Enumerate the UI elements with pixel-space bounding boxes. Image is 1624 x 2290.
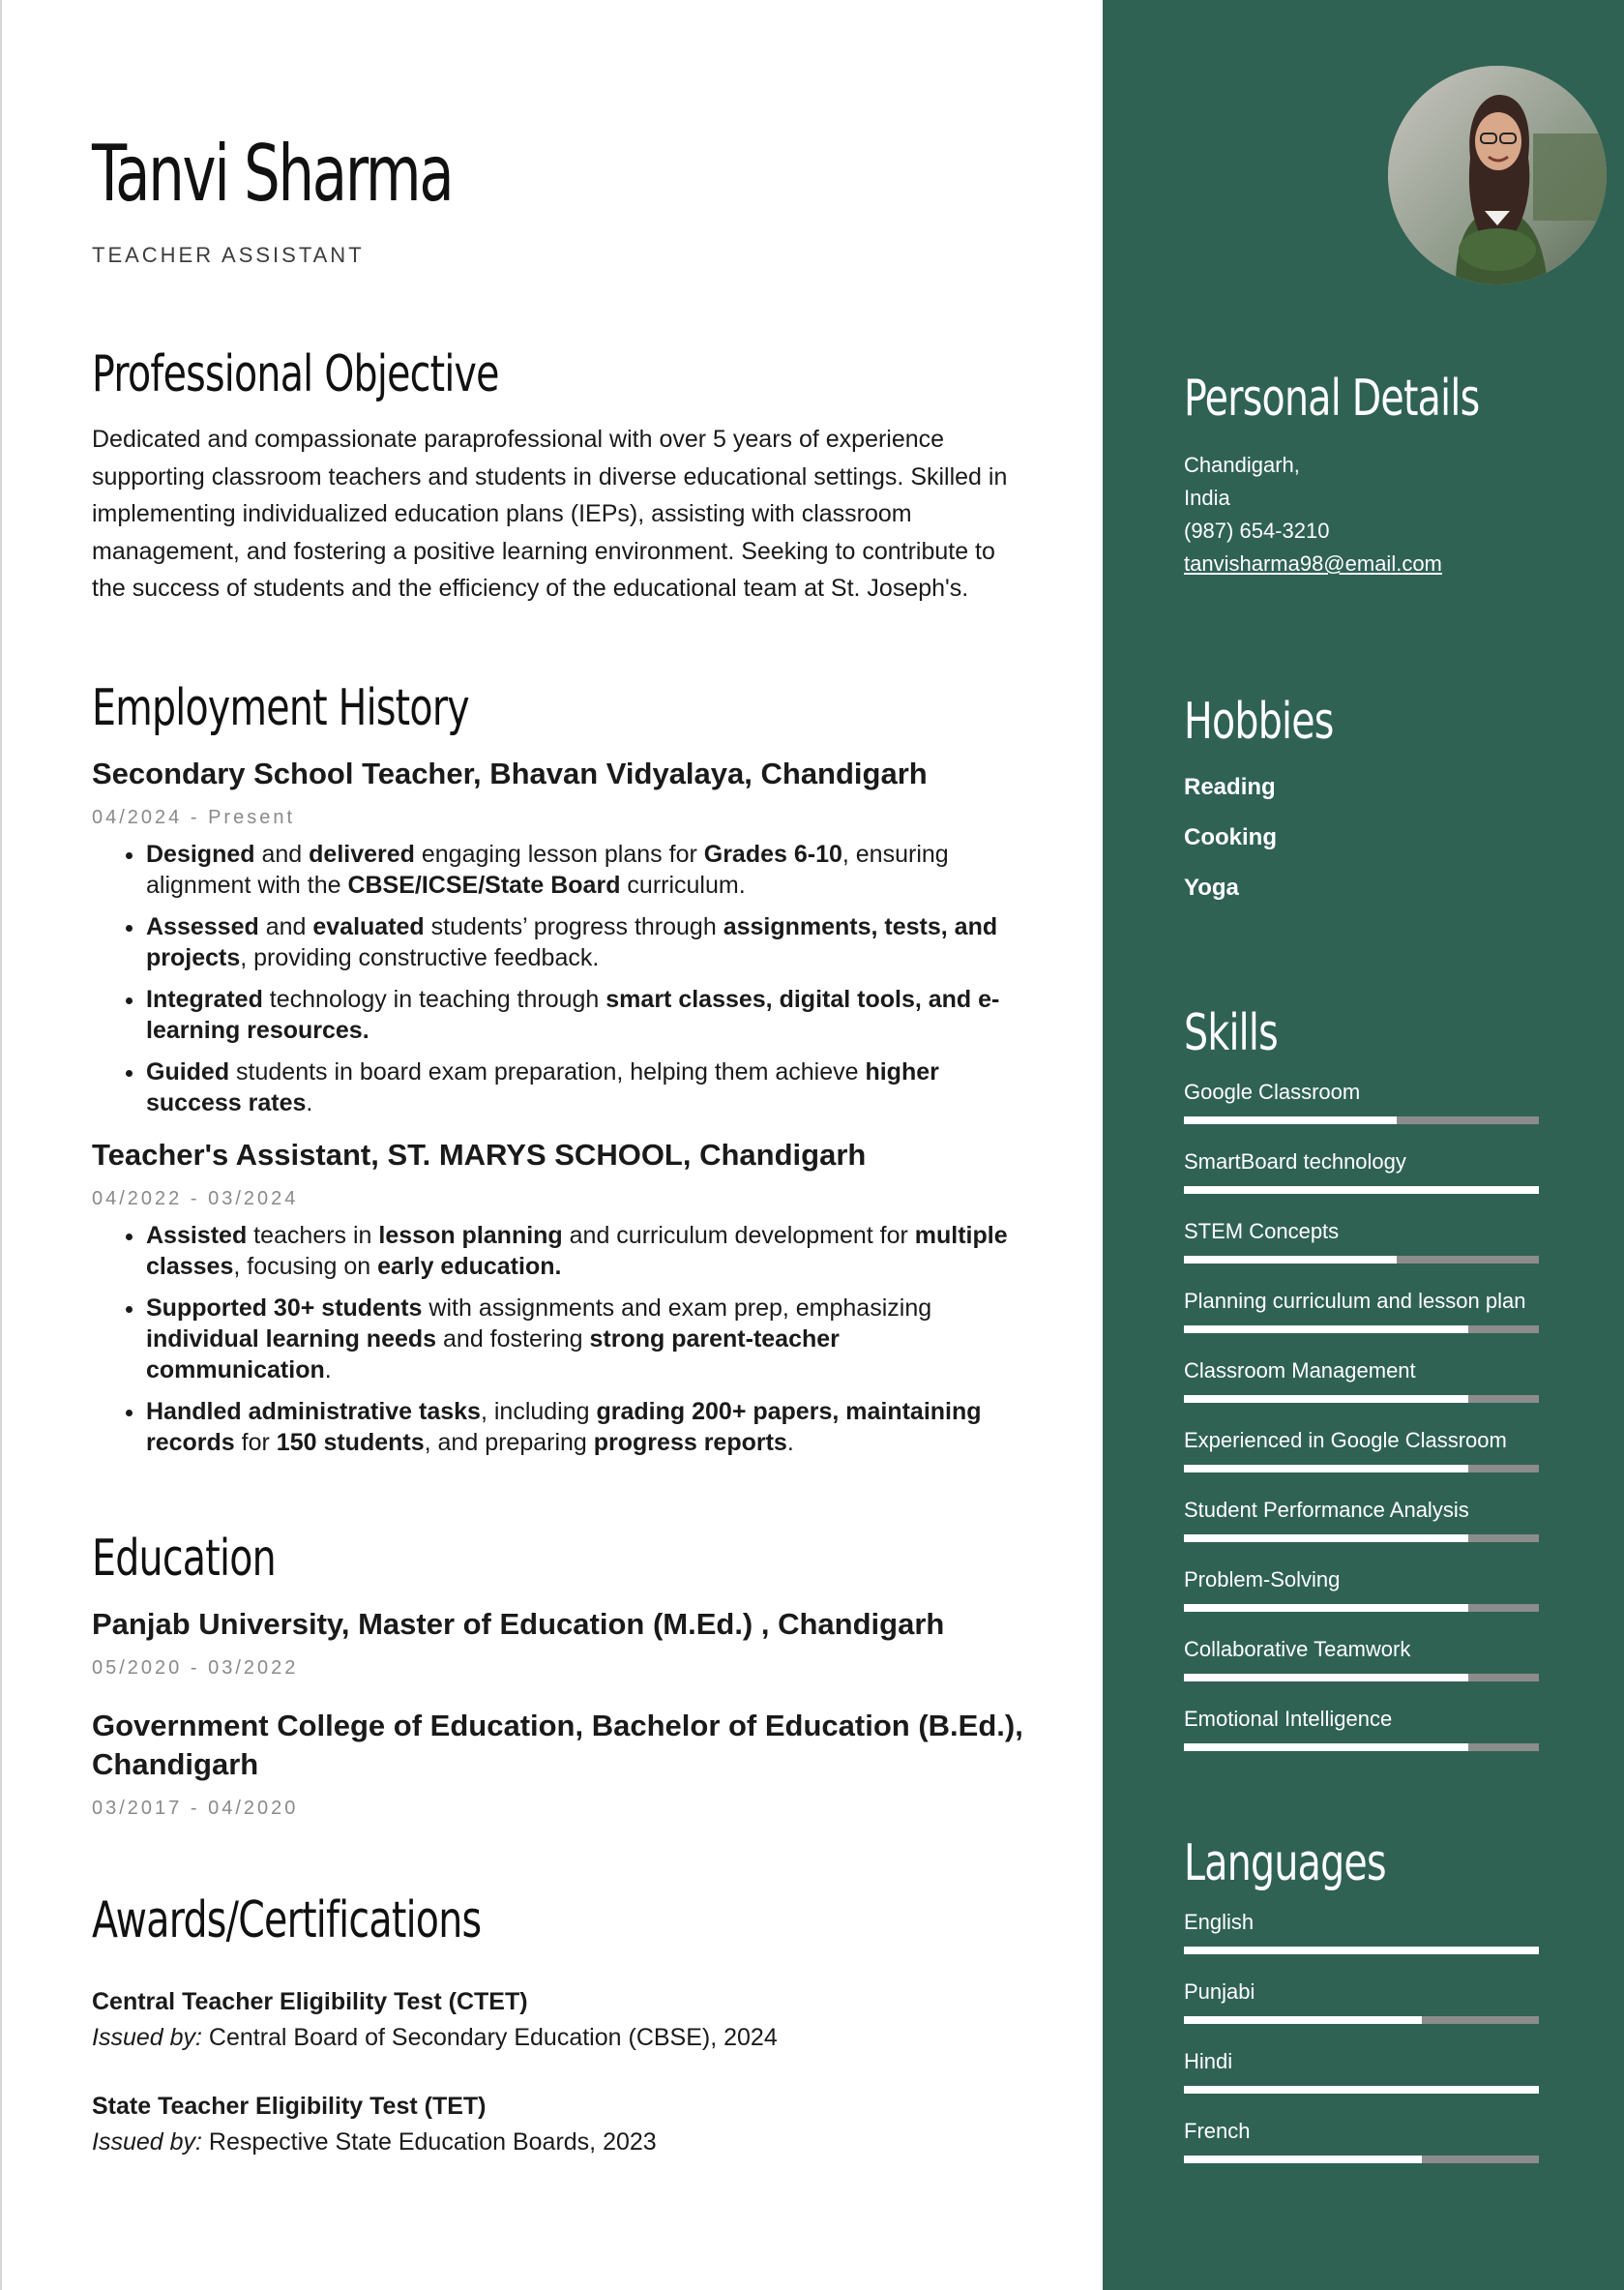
bold-text: assignments, tests, and projects (146, 912, 998, 971)
skill-level-fill (1184, 1743, 1468, 1751)
skill-level-fill (1184, 1186, 1539, 1194)
language-level-bar (1184, 1947, 1539, 1954)
job-title: Teacher's Assistant, ST. MARYS SCHOOL, Chandigarh (92, 1137, 867, 1172)
language-name: Punjabi (1184, 1979, 1255, 2004)
language-name: Hindi (1184, 2049, 1233, 2073)
detail-country: India (1184, 486, 1230, 510)
text: and fostering (436, 1324, 590, 1353)
skill-level-fill (1184, 1116, 1397, 1124)
text: . (306, 1088, 313, 1116)
bullet-item (146, 984, 1025, 1046)
candidate-name: Tanvi Sharma (92, 129, 453, 219)
skill-level-bar (1184, 1116, 1539, 1124)
text: for (234, 1428, 277, 1456)
bold-text: early education. (377, 1252, 562, 1280)
text: . (786, 1428, 794, 1456)
language-level-fill (1184, 2016, 1422, 2024)
languages-list (1184, 1908, 1541, 2163)
text: teachers in (247, 1221, 379, 1249)
objective-section (92, 345, 1025, 608)
skill-item (1184, 1705, 1541, 1751)
skill-level-bar (1184, 1743, 1539, 1751)
skill-name: Emotional Intelligence (1184, 1707, 1393, 1731)
skill-level-fill (1184, 1534, 1468, 1542)
job-dates: 04/2024 - Present (92, 806, 295, 828)
skill-item (1184, 1635, 1541, 1681)
award-entry (92, 2089, 1025, 2160)
award-issuer (92, 2019, 1025, 2056)
text: curriculum. (620, 871, 746, 899)
award-name: State Teacher Eligibility Test (TET) (92, 2092, 487, 2120)
issued-by-label: Issued by: (92, 2127, 202, 2156)
text: , ensuring alignment with the (146, 840, 949, 899)
language-item (1184, 1908, 1541, 1954)
bold-text: higher success rates (146, 1057, 939, 1116)
text: with assignments and exam prep, emphasizing (422, 1294, 932, 1322)
hobbies-heading: Hobbies (1184, 693, 1334, 751)
bold-text: strong parent-teacher communication (146, 1324, 840, 1383)
main-column (2, 0, 1103, 2290)
skill-level-bar (1184, 1604, 1539, 1612)
bold-text: 150 students (276, 1428, 425, 1456)
sidebar (1103, 0, 1624, 2290)
skill-name: Student Performance Analysis (1184, 1498, 1469, 1522)
text: engaging lesson plans for (414, 840, 704, 868)
text: . (324, 1355, 332, 1383)
bullet-item (146, 1056, 1025, 1118)
bold-text: Handled administrative tasks (146, 1397, 481, 1425)
bold-text: smart classes, digital tools, and e-learning resources. (146, 985, 1000, 1044)
skill-item (1184, 1426, 1541, 1472)
text: and curriculum development for (562, 1221, 915, 1249)
skill-name: Problem-Solving (1184, 1567, 1341, 1591)
skill-level-bar (1184, 1534, 1539, 1542)
profile-photo-icon (1388, 66, 1607, 284)
skill-name: Collaborative Teamwork (1184, 1637, 1411, 1661)
language-level-fill (1184, 2086, 1539, 2094)
bold-text: Supported 30+ students (146, 1294, 423, 1322)
skill-name: Classroom Management (1184, 1358, 1416, 1383)
skill-name: SmartBoard technology (1184, 1149, 1406, 1174)
award-name: Central Teacher Eligibility Test (CTET) (92, 1987, 528, 2015)
skill-item (1184, 1356, 1541, 1403)
skill-level-bar (1184, 1186, 1539, 1194)
hobby-item: Cooking (1184, 824, 1277, 850)
hobbies-section (1184, 693, 1541, 913)
job-title: Secondary School Teacher, Bhavan Vidyalaya, Chandigarh (92, 756, 928, 790)
education-list (92, 1605, 1025, 1820)
job-entry (92, 1136, 1025, 1458)
bold-text: Guided (146, 1057, 230, 1086)
education-section (92, 1529, 1025, 1820)
job-dates: 04/2022 - 03/2024 (92, 1187, 299, 1209)
detail-phone: (987) 654-3210 (1184, 519, 1330, 543)
skill-item (1184, 1565, 1541, 1612)
bold-text: individual learning needs (146, 1324, 437, 1353)
text: students in board exam preparation, helping them achieve (229, 1057, 866, 1086)
skill-level-bar (1184, 1674, 1539, 1681)
skill-name: Google Classroom (1184, 1080, 1361, 1104)
issuer-name: Respective State Education Boards, 2023 (201, 2127, 657, 2156)
bullet-item (146, 911, 1025, 973)
skill-level-bar (1184, 1395, 1539, 1403)
bullet-item (146, 839, 1025, 901)
language-item (1184, 2047, 1541, 2094)
skill-item (1184, 1147, 1541, 1194)
text: and (254, 840, 310, 868)
bold-text: progress reports (593, 1428, 787, 1456)
text: , focusing on (233, 1252, 378, 1280)
text: students’ progress through (424, 912, 723, 940)
skill-item (1184, 1496, 1541, 1542)
bullet-item (146, 1220, 1025, 1282)
skill-level-fill (1184, 1604, 1468, 1612)
personal-details-section (1184, 370, 1541, 580)
issuer-name: Central Board of Secondary Education (CBSE), 2024 (201, 2023, 778, 2051)
education-dates: 05/2020 - 03/2022 (92, 1656, 299, 1679)
award-issuer (92, 2124, 1025, 2160)
education-title: Panjab University, Master of Education (M.Ed.) , Chandigarh (92, 1606, 945, 1641)
bold-text: Grades 6-10 (703, 840, 842, 868)
languages-section (1184, 1834, 1541, 2163)
skill-item (1184, 1217, 1541, 1264)
language-item (1184, 1978, 1541, 2024)
skill-level-fill (1184, 1465, 1468, 1472)
awards-heading: Awards/Certifications (92, 1890, 482, 1949)
job-entry (92, 755, 1025, 1118)
hobby-item: Reading (1184, 774, 1276, 800)
languages-heading: Languages (1184, 1834, 1386, 1892)
objective-text: Dedicated and compassionate paraprofessional with over 5 years of experience supporting classroom teachers and students in diverse educational settings. Skilled in implementing individualized education plans (IEPs), assisting with classroom management, and fostering a positive learning environment. Seeking to contribute to the success of students and the efficiency of the educational team at St. Joseph's. (92, 426, 1008, 602)
bold-text: evaluated (312, 912, 425, 940)
bold-text: grading 200+ papers, maintaining records (146, 1397, 982, 1456)
objective-heading: Professional Objective (92, 345, 499, 403)
bold-text: Assessed (146, 912, 259, 940)
text: technology in teaching through (262, 985, 606, 1013)
skill-name: STEM Concepts (1184, 1219, 1340, 1243)
award-entry (92, 1984, 1025, 2056)
profile-photo (1388, 66, 1607, 284)
skill-level-bar (1184, 1465, 1539, 1472)
bullet-item (146, 1396, 1025, 1458)
bold-text: Assisted (146, 1221, 248, 1249)
text: and (258, 912, 313, 940)
hobby-item: Yoga (1184, 875, 1239, 901)
skill-name: Experienced in Google Classroom (1184, 1428, 1507, 1452)
language-level-bar (1184, 2086, 1539, 2094)
job-bullets (92, 839, 1025, 1118)
job-bullets (92, 1220, 1025, 1458)
skills-list (1184, 1078, 1541, 1751)
employment-list (92, 755, 1025, 1458)
text: , providing constructive feedback. (240, 943, 600, 971)
employment-heading: Employment History (92, 678, 469, 737)
language-level-bar (1184, 2016, 1539, 2024)
bullet-item (146, 1293, 1025, 1385)
language-level-bar (1184, 2156, 1539, 2163)
skill-item (1184, 1078, 1541, 1124)
skills-section (1184, 1004, 1541, 1751)
skill-item (1184, 1287, 1541, 1333)
detail-email-row (1184, 548, 1541, 580)
personal-details-heading: Personal Details (1184, 370, 1480, 428)
skill-level-fill (1184, 1256, 1397, 1264)
language-name: English (1184, 1910, 1255, 1934)
awards-section (92, 1890, 1025, 2160)
skill-level-bar (1184, 1325, 1539, 1333)
bold-text: CBSE/ICSE/State Board (347, 871, 621, 899)
bold-text: Designed (146, 840, 255, 868)
text: , and preparing (424, 1428, 594, 1456)
education-title: Government College of Education, Bachelor of Education (B.Ed.), Chandigarh (92, 1708, 1023, 1781)
employment-section (92, 678, 1025, 1458)
bold-text: Integrated (146, 985, 263, 1013)
issued-by-label: Issued by: (92, 2023, 202, 2051)
skill-level-bar (1184, 1256, 1539, 1264)
skill-level-fill (1184, 1674, 1468, 1681)
language-name: French (1184, 2119, 1251, 2143)
bold-text: multiple classes (146, 1221, 1008, 1280)
skill-name: Planning curriculum and lesson plan (1184, 1289, 1526, 1313)
education-entry (92, 1707, 1025, 1820)
education-dates: 03/2017 - 04/2020 (92, 1797, 299, 1819)
skill-level-fill (1184, 1395, 1468, 1403)
bold-text: delivered (309, 840, 415, 868)
text: , including (480, 1397, 597, 1425)
language-level-fill (1184, 1947, 1539, 1954)
candidate-title: TEACHER ASSISTANT (92, 243, 365, 267)
awards-list (92, 1984, 1025, 2160)
language-level-fill (1184, 2156, 1422, 2163)
detail-city: Chandigarh, (1184, 453, 1300, 477)
education-entry (92, 1605, 1025, 1680)
bold-text: lesson planning (378, 1221, 563, 1249)
skills-heading: Skills (1184, 1004, 1278, 1062)
skill-level-fill (1184, 1325, 1468, 1333)
education-heading: Education (92, 1529, 276, 1588)
language-item (1184, 2117, 1541, 2163)
email-link[interactable]: tanvisharma98@email.com (1184, 551, 1442, 576)
